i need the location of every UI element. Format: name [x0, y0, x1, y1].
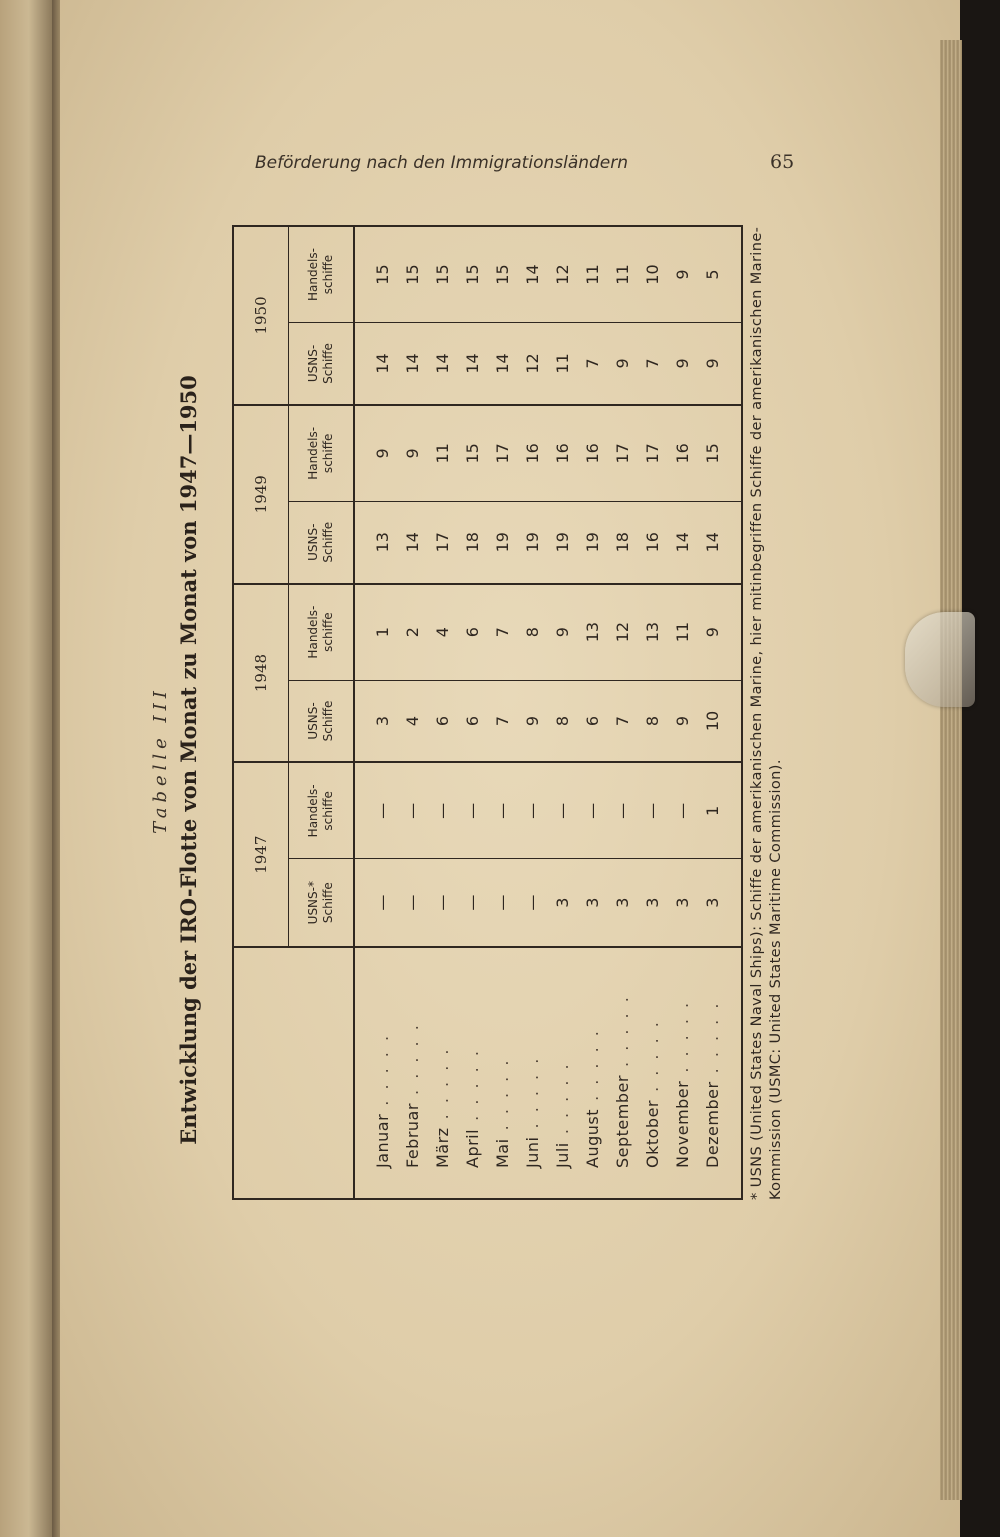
facing-page-edge — [0, 0, 52, 1537]
table-cell: 14 — [427, 323, 457, 405]
table-cell: 14 — [697, 501, 742, 583]
table-cell: — — [577, 762, 607, 858]
year-header: 1947 — [233, 762, 289, 947]
table-cell: 3 — [354, 680, 397, 762]
table-cell: 15 — [457, 405, 487, 501]
table-cell: 15 — [462, 264, 482, 285]
table-cell: 16 — [547, 405, 577, 501]
month-label: Oktober — [642, 1100, 662, 1168]
table-cell: 18 — [457, 501, 487, 583]
column-header: USNS- Schiffe — [289, 323, 355, 405]
month-label: November — [672, 1080, 692, 1168]
table-cell: 7 — [637, 323, 667, 405]
table-cell: 6 — [457, 584, 487, 680]
leader-dots: . . . . . — [522, 1055, 542, 1137]
table-cell: 7 — [607, 680, 637, 762]
table-cell: 19 — [547, 501, 577, 583]
month-label: Januar — [372, 1113, 392, 1168]
column-header: USNS- Schiffe — [289, 501, 355, 583]
iro-fleet-table — [232, 225, 743, 1200]
table-cell: 8 — [517, 584, 547, 680]
month-label: August — [582, 1109, 602, 1168]
table-cell: — — [397, 762, 427, 858]
table-cell: 9 — [517, 680, 547, 762]
table-cell: 14 — [354, 323, 397, 405]
table-cell: 9 — [667, 323, 697, 405]
table-row — [607, 226, 637, 1199]
table-cell: 3 — [607, 859, 637, 947]
table-cell: 17 — [637, 405, 667, 501]
month-cell — [457, 947, 487, 1199]
table-cell: 1 — [354, 584, 397, 680]
table-cell: 16 — [667, 405, 697, 501]
table-cell: — — [637, 762, 667, 858]
table-cell: — — [517, 859, 547, 947]
table-cell: 7 — [577, 323, 607, 405]
table-cell: — — [354, 762, 397, 858]
table-cell: 14 — [667, 501, 697, 583]
table-cell: 9 — [667, 680, 697, 762]
month-column-header — [233, 947, 354, 1199]
table-cell: 14 — [522, 264, 542, 285]
table-cell: 6 — [427, 680, 457, 762]
table-cell: 12 — [607, 584, 637, 680]
table-cell: 9 — [397, 405, 427, 501]
leader-dots: . . . . . — [402, 1022, 422, 1104]
table-cell: 6 — [577, 680, 607, 762]
leader-dots: . . . . . — [642, 1019, 662, 1100]
month-cell — [667, 947, 697, 1199]
table-cell: — — [354, 859, 397, 947]
table-cell: 17 — [487, 405, 517, 501]
table-cell: 10 — [642, 264, 662, 285]
footnote: * USNS (United States Naval Ships): Schiffe der amerikanischen Marine, hier mitinbegriffen Schiffe der amerikanischen Marine-Kommission (USMC: United States Maritime Commission). — [749, 226, 784, 1200]
month-cell — [487, 947, 517, 1199]
table-cell: — — [607, 762, 637, 858]
month-label: März — [432, 1127, 452, 1168]
table-cell: 16 — [637, 501, 667, 583]
table-cell: — — [517, 762, 547, 858]
table-cell: 13 — [354, 501, 397, 583]
table-cell: 15 — [697, 405, 742, 501]
leader-dots: . . . . . — [462, 1048, 482, 1129]
table-cell: 15 — [432, 264, 452, 285]
year-header: 1948 — [233, 584, 289, 763]
leader-dots: . . . . . — [672, 999, 692, 1081]
month-label: Mai — [492, 1138, 512, 1168]
year-header-row — [233, 226, 289, 1199]
month-label: Juli — [552, 1142, 572, 1168]
table-cell: 10 — [697, 680, 742, 762]
table-row — [547, 226, 577, 1199]
table-cell: 9 — [672, 269, 692, 280]
table-cell: 11 — [612, 264, 632, 285]
month-cell — [397, 947, 427, 1199]
table-cell: 8 — [637, 680, 667, 762]
month-label: Februar — [402, 1103, 422, 1168]
month-cell — [637, 947, 667, 1199]
column-header: Handels- schiffe — [289, 405, 355, 501]
table-cell: 13 — [637, 584, 667, 680]
table-cell: 17 — [607, 405, 637, 501]
month-cell — [354, 947, 397, 1199]
table-cell: 4 — [397, 680, 427, 762]
table-cell: 14 — [397, 501, 427, 583]
table-cell: — — [457, 762, 487, 858]
month-cell — [607, 947, 637, 1199]
table-cell: 9 — [697, 584, 742, 680]
table-cell: 9 — [697, 323, 742, 405]
table-cell: 16 — [517, 405, 547, 501]
table-cell: 7 — [487, 584, 517, 680]
month-cell — [517, 947, 547, 1199]
table-row — [637, 226, 667, 1199]
table-cell: 3 — [637, 859, 667, 947]
table-cell: 11 — [427, 405, 457, 501]
table-cell: — — [487, 859, 517, 947]
table-cell: 19 — [577, 501, 607, 583]
table-cell: 13 — [577, 584, 607, 680]
table-cell: 19 — [517, 501, 547, 583]
month-label: April — [462, 1128, 482, 1168]
leader-dots: . . . . . — [372, 1032, 392, 1114]
table-cell: 11 — [547, 323, 577, 405]
paper-clip — [905, 612, 975, 707]
table-row — [517, 226, 547, 1199]
month-cell — [427, 947, 457, 1199]
table-cell: — — [427, 859, 457, 947]
leader-dots: . . . . . — [612, 994, 632, 1076]
month-label: Juni — [522, 1136, 542, 1168]
table-cell: 3 — [667, 859, 697, 947]
table-cell: 19 — [487, 501, 517, 583]
leader-dots: . . . . . — [702, 1000, 722, 1082]
column-header: Handels- schiffe — [289, 226, 355, 323]
leader-dots: . . . . . — [432, 1046, 452, 1128]
table-cell: 3 — [577, 859, 607, 947]
month-label: Dezember — [702, 1081, 722, 1168]
table-cell: — — [397, 859, 427, 947]
table-row — [487, 226, 517, 1199]
table-row — [427, 226, 457, 1199]
table-cell: — — [487, 762, 517, 858]
table-cell: 2 — [397, 584, 427, 680]
year-header: 1949 — [233, 405, 289, 584]
table-label: Tabelle III — [150, 686, 171, 834]
table-cell: 7 — [487, 680, 517, 762]
table-cell: 15 — [372, 264, 392, 285]
table-cell: 12 — [552, 264, 572, 285]
leader-dots: . . . . . — [492, 1057, 512, 1139]
table-row — [667, 226, 697, 1199]
column-header: Handels- schiffe — [289, 584, 355, 680]
rotated-table-block — [150, 226, 810, 1260]
table-cell: 6 — [457, 680, 487, 762]
running-head: Beförderung nach den Immigrationsländern — [255, 153, 629, 173]
table-title: Entwicklung der IRO-Flotte von Monat zu Monat von 1947—1950 — [176, 375, 201, 1145]
table-cell: 8 — [547, 680, 577, 762]
table-cell: 18 — [607, 501, 637, 583]
page-edges — [940, 40, 962, 1500]
table-cell: 9 — [547, 584, 577, 680]
leader-dots: . . . . . — [552, 1061, 572, 1143]
table-cell: 3 — [697, 859, 742, 947]
table-row — [457, 226, 487, 1199]
table-row — [577, 226, 607, 1199]
month-label: September — [612, 1075, 632, 1168]
column-header: Handels- schiffe — [289, 762, 355, 858]
table-cell: 9 — [607, 323, 637, 405]
table-cell: 5 — [702, 269, 722, 280]
table-cell: 14 — [397, 323, 427, 405]
column-header: USNS-* Schiffe — [289, 859, 355, 947]
table-row — [397, 226, 427, 1199]
table-cell: 4 — [427, 584, 457, 680]
table-cell: 16 — [577, 405, 607, 501]
table-cell: 9 — [354, 405, 397, 501]
table-body — [354, 226, 742, 1199]
month-cell — [697, 947, 742, 1199]
table-cell: 11 — [667, 584, 697, 680]
table-cell: — — [457, 859, 487, 947]
table-cell: — — [547, 762, 577, 858]
leader-dots: . . . . . — [582, 1028, 602, 1109]
table-cell: 14 — [457, 323, 487, 405]
column-header: USNS- Schiffe — [289, 680, 355, 762]
table-row — [354, 226, 397, 1199]
month-cell — [577, 947, 607, 1199]
table-cell: 3 — [547, 859, 577, 947]
table-cell: — — [667, 762, 697, 858]
table-cell: 15 — [492, 264, 512, 285]
table-cell: 14 — [487, 323, 517, 405]
page-number: 65 — [770, 151, 795, 173]
table-cell: — — [427, 762, 457, 858]
month-cell — [547, 947, 577, 1199]
table-row — [697, 226, 742, 1199]
table-cell: 1 — [697, 762, 742, 858]
table-cell: 12 — [517, 323, 547, 405]
table-cell: 17 — [427, 501, 457, 583]
table-cell: 15 — [402, 264, 422, 285]
year-header: 1950 — [233, 226, 289, 405]
table-cell: 11 — [582, 264, 602, 285]
